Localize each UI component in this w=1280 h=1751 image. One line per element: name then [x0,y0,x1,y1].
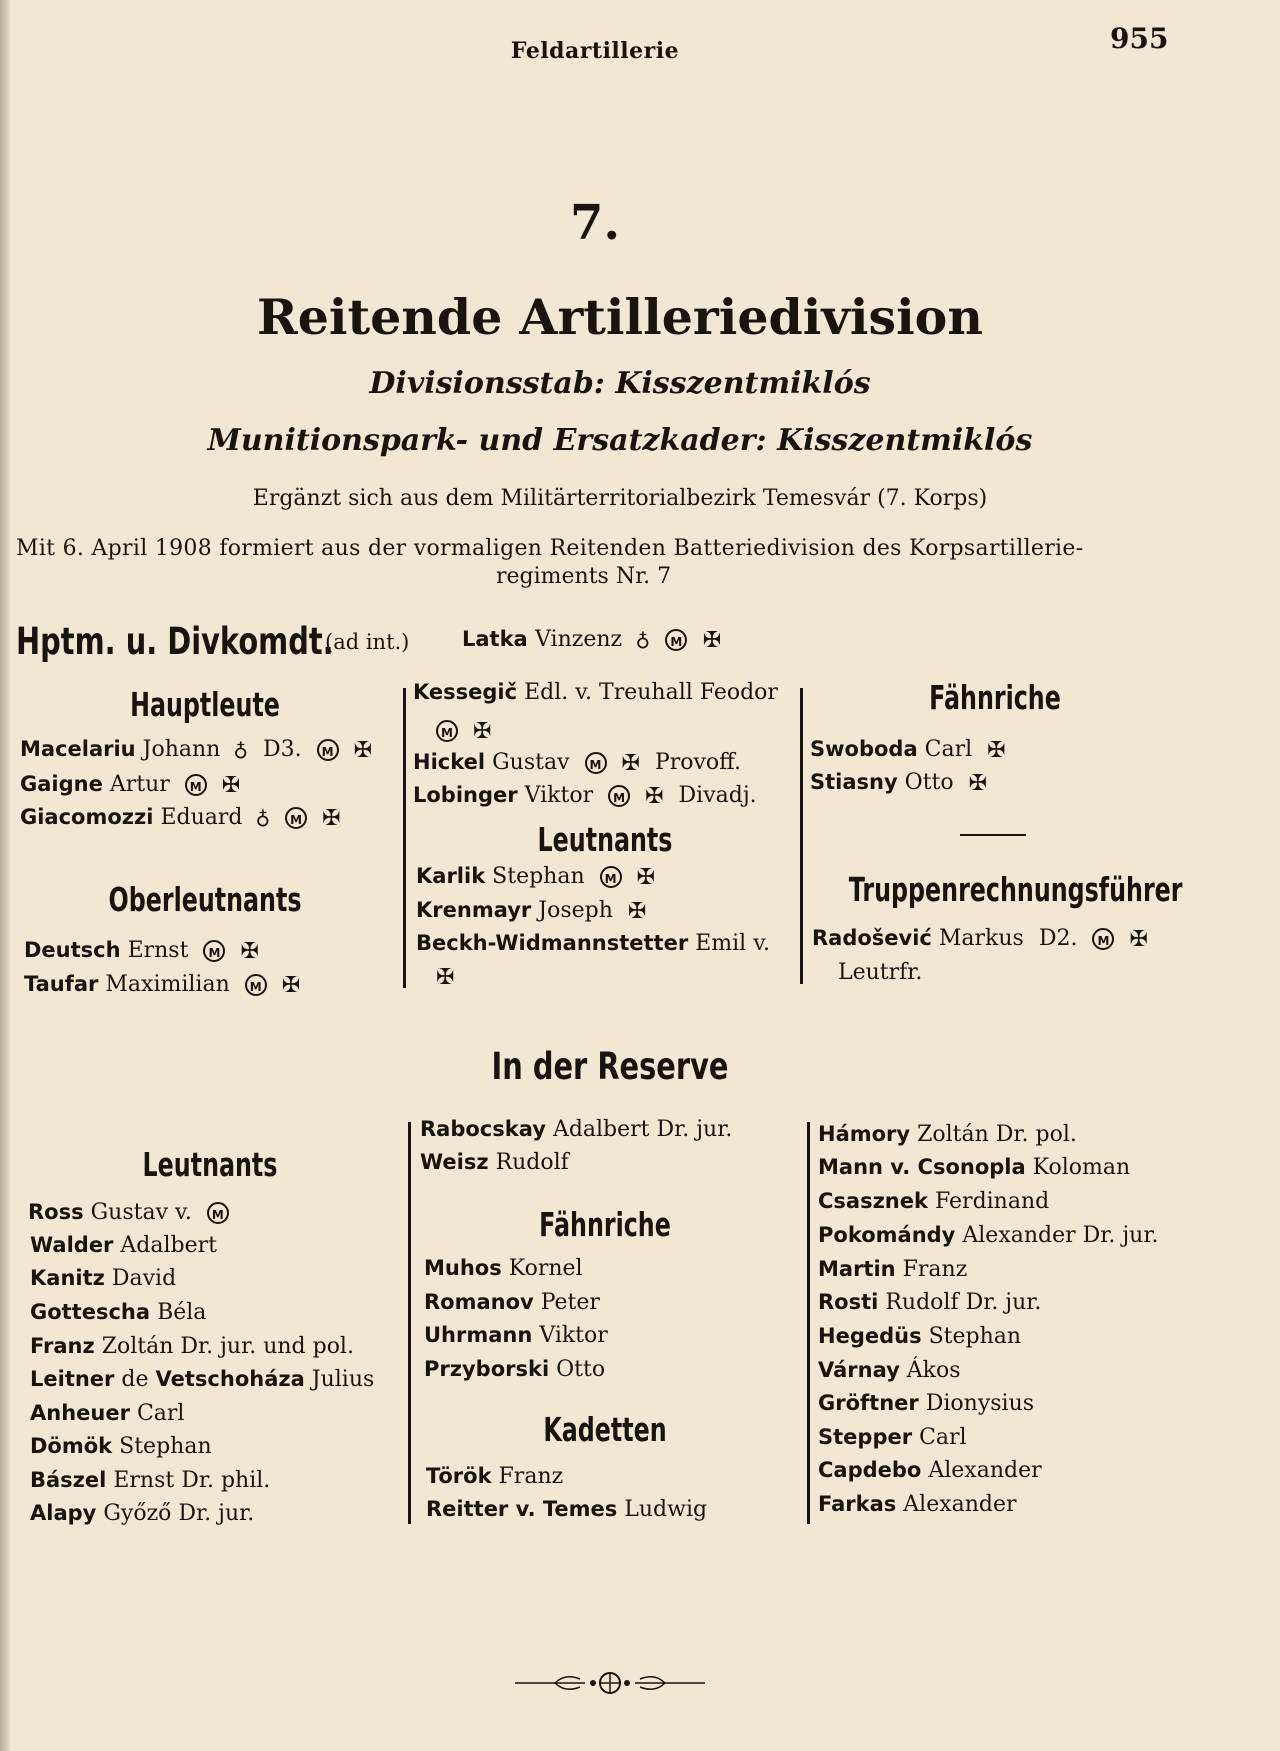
ornament-divider [515,1668,705,1698]
entry-given: Ákos [906,1358,961,1383]
entry-tail: D3. [262,737,302,762]
cross-icon: ✠ [702,627,722,653]
list-item [30,1266,176,1291]
entry-given: Stephan [492,864,585,889]
entry-surname: Uhrmann [424,1323,533,1347]
entry-given: Adalbert [120,1233,218,1258]
entry-surname: Gröftner [818,1391,919,1415]
m-badge-icon: M [600,866,622,888]
commander-entry [462,626,721,653]
list-item [30,1233,217,1258]
entry-given: Rudolf [495,1150,569,1175]
cross-icon: ✠ [240,938,259,964]
heading-truppenrechnungsfuehrer: Truppenrechnungsführer [848,870,1183,909]
entry-given: Ludwig [624,1497,708,1522]
list-item [30,1334,354,1359]
entry-given: Joseph [538,898,613,923]
list-item [818,1122,1077,1147]
entry-given: Markus [938,926,1024,951]
entry-surname: Deutsch [24,938,121,962]
entry-surname: Swoboda [810,737,918,761]
m-badge-icon: M [665,629,687,651]
list-item [420,1150,569,1175]
list-item [416,898,646,924]
entry-given: Johann [142,737,221,762]
cross-icon: ✠ [281,972,301,998]
entry-given: de [121,1367,149,1392]
commander-note: (ad int.) [325,630,410,654]
entry-given: Zoltán Dr. jur. und pol. [101,1334,354,1359]
entry-tail: D2. [1038,926,1078,951]
column-rule [800,688,803,984]
entry-surname: Hegedüs [818,1324,922,1348]
entry-given: Stephan [928,1324,1022,1349]
entry-given: Stephan [119,1434,212,1459]
entry-given: Viktor [539,1323,608,1348]
formation-note-line1: Mit 6. April 1908 formiert aus der vormaligen Reitenden Batteriedivision des Korpsartillerie- [16,536,1084,561]
entry-surname: Gottescha [30,1300,151,1324]
entry-surname: Taufar [24,972,99,996]
medal-icon: ♁ [635,627,651,651]
entry-given: Peter [540,1290,600,1315]
list-item [818,1290,1041,1315]
entry-surname: Farkas [818,1492,897,1516]
entry-given: Carl [136,1401,185,1426]
entry-given: Győző Dr. jur. [103,1501,255,1526]
entry-surname: Walder [30,1233,114,1257]
entry-surname: Török [426,1464,492,1488]
entry-given: Rudolf Dr. jur. [885,1290,1042,1315]
list-item [818,1391,1034,1416]
heading-leutnants: Leutnants [537,820,673,859]
heading-reserve-faehnriche: Fähnriche [539,1205,671,1244]
column-rule [403,688,406,988]
list-item [818,1492,1017,1517]
entry-given: Béla [157,1300,207,1325]
entry-given: Kornel [508,1256,583,1281]
list-item [30,1300,206,1325]
entry-given: Adalbert Dr. jur. [552,1117,733,1142]
entry-given: Otto [556,1357,606,1382]
list-item-continuation [436,964,454,990]
entry-given: Eduard [160,805,243,830]
list-item [426,1497,707,1522]
entry-given: Ferdinand [934,1189,1050,1214]
cross-icon: ✠ [636,864,656,890]
entry-surname: Lobinger [413,783,518,807]
list-item [818,1358,961,1383]
list-item-continuation [436,718,491,744]
entry-given: Franz [902,1257,968,1282]
cross-icon: ✠ [322,805,341,831]
list-item [818,1425,967,1450]
list-item [812,926,1148,952]
entry-given: Alexander [928,1458,1042,1483]
entry-given: Edl. v. Treuhall Feodor [524,680,778,705]
entry-surname: Romanov [424,1290,534,1314]
page-edge [0,0,10,1751]
entry-given: Artur [109,772,170,797]
commander-surname: Latka [462,627,528,651]
medal-icon: ♁ [233,737,248,761]
m-badge-icon: M [608,785,630,807]
cross-icon: ✠ [627,898,647,924]
m-badge-icon: M [1092,928,1114,950]
entry-surname: Karlik [416,864,486,888]
column-rule [807,1122,810,1524]
entry-given: Ernst Dr. phil. [113,1468,271,1493]
column-rule [408,1122,411,1524]
entry-surname: Stiasny [810,770,898,794]
entry-surname: Pokomándy [818,1223,956,1247]
entry-given: Koloman [1032,1155,1131,1180]
list-item [424,1323,608,1348]
entry-surname: Radošević [812,926,932,950]
heading-hauptleute: Hauptleute [130,685,280,724]
munition-park: Munitionspark- und Ersatzkader: Kisszentmiklós [207,423,1033,458]
list-item [30,1367,374,1392]
list-item [818,1324,1021,1349]
entry-surname: Kanitz [30,1266,105,1290]
entry-surname: Anheuer [30,1401,130,1425]
list-item [20,772,240,798]
commander-rank: Hptm. u. Divkomdt. [16,620,334,663]
entry-surname: Muhos [424,1256,502,1280]
entry-surname: Giacomozzi [20,805,154,829]
entry-surname: Weisz [420,1150,489,1174]
entry-given: Viktor [524,783,594,808]
list-item [30,1434,212,1459]
list-item [810,770,987,796]
reserve-title: In der Reserve [491,1045,729,1088]
list-item [413,783,757,809]
cross-icon: ✠ [473,718,492,744]
list-item [20,737,372,763]
cross-icon: ✠ [436,964,455,990]
entry-given: Zoltán Dr. pol. [917,1122,1077,1147]
supplement-note: Ergänzt sich aus dem Militärterritorialbezirk Temesvár (7. Korps) [252,486,988,511]
m-badge-icon: M [585,752,607,774]
list-item [818,1458,1042,1483]
entry-given: Gustav [492,750,570,775]
entry-given: Alexander Dr. jur. [962,1223,1159,1248]
list-item [426,1464,563,1489]
list-item [818,1223,1158,1248]
entry-given: Ernst [127,938,189,963]
entry-surname: Hámory [818,1122,911,1146]
m-badge-icon: M [285,807,307,829]
entry-surname: Rabocskay [420,1117,546,1141]
cross-icon: ✠ [221,772,241,798]
list-item [818,1189,1049,1214]
entry-surname: Gaigne [20,772,103,796]
division-staff: Divisionsstab: Kisszentmiklós [369,366,871,401]
heading-oberleutnants: Oberleutnants [108,880,302,919]
entry-given: Franz [498,1464,564,1489]
entry-given: David [111,1266,177,1291]
entry-given: Dionysius [925,1391,1035,1416]
page-number: 955 [1110,22,1169,55]
entry-surname: Reitter v. Temes [426,1497,618,1521]
m-badge-icon: M [436,720,458,742]
entry-tail: Divadj. [678,783,757,808]
formation-note-line2: regiments Nr. 7 [496,564,672,589]
list-item [30,1401,184,1426]
list-item [424,1256,583,1281]
cross-icon: ✠ [987,737,1006,763]
entry-surname: Dömök [30,1434,113,1458]
list-item [30,1468,270,1493]
m-badge-icon: M [185,774,207,796]
entry-surname: Franz [30,1334,95,1358]
entry-given: Otto [904,770,954,795]
list-item [413,680,778,705]
entry-surname: Martin [818,1257,896,1281]
entry-surname: Stepper [818,1425,913,1449]
m-badge-icon: M [245,974,267,996]
entry-surname: Beckh-Widmannstetter [416,931,689,955]
cross-icon: ✠ [353,737,373,763]
entry-surname: Leitner [30,1367,115,1391]
commander-given: Vinzenz [535,627,623,652]
running-head: Feldartillerie [510,38,680,64]
entry-given: Maximilian [105,972,230,997]
heading-reserve-leutnants: Leutnants [142,1145,278,1184]
division-number: 7. [569,195,621,251]
list-item [818,1155,1130,1180]
heading-kadetten: Kadetten [543,1410,667,1449]
entry-surname: Csasznek [818,1189,928,1213]
entry-given: Emil v. [695,931,771,956]
cross-icon: ✠ [621,750,640,776]
list-item [24,972,300,998]
entry-surname: Bászel [30,1468,107,1492]
entry-surname: Przyborski [424,1357,550,1381]
list-item [818,1257,967,1282]
m-badge-icon: M [207,1202,229,1224]
list-item [810,737,1006,763]
cross-icon: ✠ [968,770,988,796]
list-item-continuation: Leutrfr. [838,960,923,985]
list-item [28,1200,229,1225]
list-item [20,805,341,831]
entry-surname: Hickel [413,750,486,774]
entry-surname: Rosti [818,1290,879,1314]
m-badge-icon: M [317,739,339,761]
entry-surname: Mann v. Csonopla [818,1155,1026,1179]
entry-given: Julius [311,1367,375,1392]
entry-surname: Capdebo [818,1458,922,1482]
list-item [24,938,259,964]
list-item [416,864,655,890]
entry-surname: Várnay [818,1358,900,1382]
list-item [420,1117,732,1142]
list-item [413,750,741,776]
entry-surname: Alapy [30,1501,97,1525]
list-item [30,1501,254,1526]
division-title: Reitende Artilleriedivision [256,288,983,346]
list-item [424,1290,600,1315]
entry-surname: Kessegič [413,680,518,704]
entry-given: Carl [919,1425,967,1450]
entry-surname: Macelariu [20,737,136,761]
entry-surname: Ross [28,1200,84,1224]
entry-tail: Provoff. [654,750,742,775]
entry-surname: Vetschoháza [155,1367,305,1391]
entry-given: Carl [924,737,973,762]
entry-surname: Krenmayr [416,898,532,922]
m-badge-icon: M [203,940,225,962]
cross-icon: ✠ [645,783,664,809]
cross-icon: ✠ [1129,926,1148,952]
list-item [424,1357,605,1382]
section-divider [960,834,1026,836]
entry-given: Gustav v. [90,1200,192,1225]
list-item [416,931,770,956]
entry-given: Alexander [903,1492,1017,1517]
medal-icon: ♁ [255,805,271,829]
heading-faehnriche: Fähnriche [929,678,1061,717]
